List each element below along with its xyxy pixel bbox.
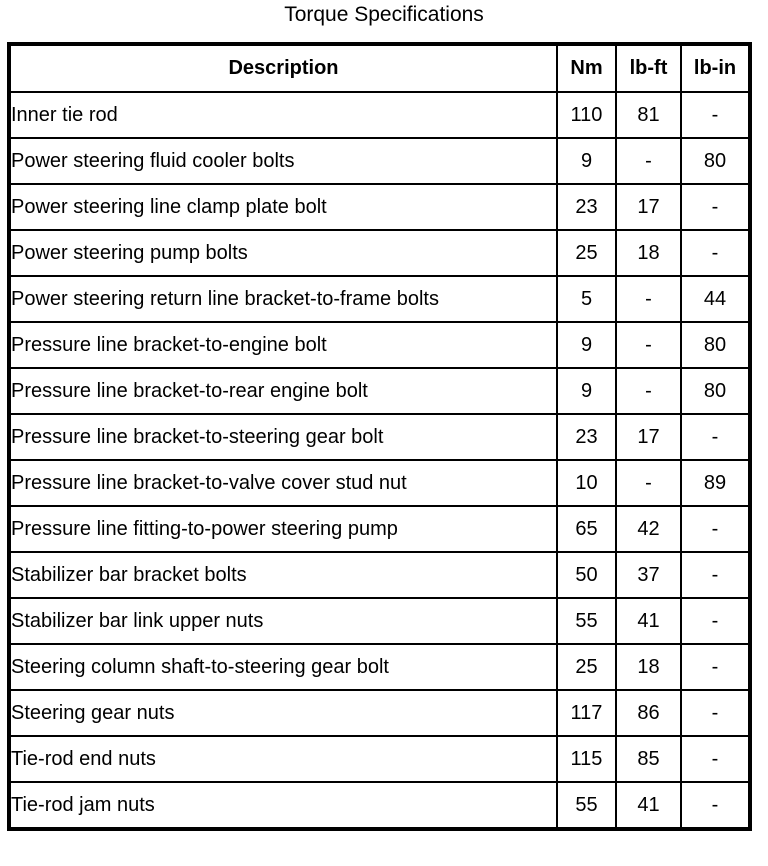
nm-cell: 5	[557, 276, 616, 322]
header-lb-ft: lb-ft	[616, 44, 681, 92]
table-row	[9, 506, 750, 552]
lb-ft-cell: 41	[616, 598, 681, 644]
lb-in-cell: -	[681, 230, 750, 276]
table-row	[9, 92, 750, 138]
table-row	[9, 322, 750, 368]
lb-ft-cell: -	[616, 322, 681, 368]
nm-cell: 115	[557, 736, 616, 782]
lb-ft-cell: -	[616, 368, 681, 414]
lb-in-cell: 80	[681, 368, 750, 414]
nm-cell: 25	[557, 644, 616, 690]
lb-ft-cell: 42	[616, 506, 681, 552]
torque-table-body	[9, 92, 750, 829]
table-row	[9, 230, 750, 276]
torque-specifications-table	[7, 42, 752, 831]
nm-cell: 55	[557, 782, 616, 829]
description-cell: Power steering pump bolts	[9, 230, 557, 276]
description-cell: Stabilizer bar link upper nuts	[9, 598, 557, 644]
description-cell: Inner tie rod	[9, 92, 557, 138]
description-cell: Tie-rod jam nuts	[9, 782, 557, 829]
table-row	[9, 276, 750, 322]
lb-ft-cell: 81	[616, 92, 681, 138]
nm-cell: 55	[557, 598, 616, 644]
nm-cell: 9	[557, 138, 616, 184]
nm-cell: 110	[557, 92, 616, 138]
table-row	[9, 736, 750, 782]
lb-ft-cell: 17	[616, 184, 681, 230]
nm-cell: 23	[557, 414, 616, 460]
description-cell: Power steering line clamp plate bolt	[9, 184, 557, 230]
description-cell: Power steering fluid cooler bolts	[9, 138, 557, 184]
lb-ft-cell: 86	[616, 690, 681, 736]
lb-in-cell: -	[681, 598, 750, 644]
lb-in-cell: -	[681, 552, 750, 598]
lb-in-cell: -	[681, 782, 750, 829]
description-cell: Power steering return line bracket-to-frame bolts	[9, 276, 557, 322]
lb-in-cell: 89	[681, 460, 750, 506]
lb-in-cell: 80	[681, 138, 750, 184]
header-lb-in: lb-in	[681, 44, 750, 92]
lb-in-cell: -	[681, 92, 750, 138]
nm-cell: 65	[557, 506, 616, 552]
lb-in-cell: 80	[681, 322, 750, 368]
description-cell: Pressure line fitting-to-power steering pump	[9, 506, 557, 552]
lb-in-cell: -	[681, 184, 750, 230]
table-row	[9, 184, 750, 230]
nm-cell: 23	[557, 184, 616, 230]
lb-in-cell: -	[681, 736, 750, 782]
nm-cell: 9	[557, 322, 616, 368]
nm-cell: 117	[557, 690, 616, 736]
header-nm: Nm	[557, 44, 616, 92]
lb-ft-cell: -	[616, 138, 681, 184]
table-row	[9, 368, 750, 414]
lb-ft-cell: -	[616, 460, 681, 506]
lb-ft-cell: 18	[616, 230, 681, 276]
lb-ft-cell: 85	[616, 736, 681, 782]
description-cell: Steering column shaft-to-steering gear bolt	[9, 644, 557, 690]
description-cell: Tie-rod end nuts	[9, 736, 557, 782]
table-row	[9, 414, 750, 460]
lb-in-cell: -	[681, 414, 750, 460]
lb-ft-cell: 18	[616, 644, 681, 690]
header-row	[9, 44, 750, 92]
nm-cell: 25	[557, 230, 616, 276]
lb-in-cell: -	[681, 644, 750, 690]
table-row	[9, 782, 750, 829]
page-title: Torque Specifications	[284, 3, 484, 26]
table-row	[9, 690, 750, 736]
table-row	[9, 552, 750, 598]
description-cell: Pressure line bracket-to-rear engine bolt	[9, 368, 557, 414]
lb-in-cell: -	[681, 690, 750, 736]
table-row	[9, 138, 750, 184]
description-cell: Stabilizer bar bracket bolts	[9, 552, 557, 598]
lb-ft-cell: 37	[616, 552, 681, 598]
nm-cell: 10	[557, 460, 616, 506]
lb-ft-cell: 17	[616, 414, 681, 460]
lb-in-cell: -	[681, 506, 750, 552]
header-description: Description	[9, 44, 557, 92]
description-cell: Pressure line bracket-to-valve cover stud nut	[9, 460, 557, 506]
description-cell: Pressure line bracket-to-engine bolt	[9, 322, 557, 368]
lb-ft-cell: -	[616, 276, 681, 322]
lb-in-cell: 44	[681, 276, 750, 322]
nm-cell: 9	[557, 368, 616, 414]
description-cell: Pressure line bracket-to-steering gear bolt	[9, 414, 557, 460]
description-cell: Steering gear nuts	[9, 690, 557, 736]
table-row	[9, 460, 750, 506]
table-row	[9, 644, 750, 690]
table-row	[9, 598, 750, 644]
nm-cell: 50	[557, 552, 616, 598]
lb-ft-cell: 41	[616, 782, 681, 829]
